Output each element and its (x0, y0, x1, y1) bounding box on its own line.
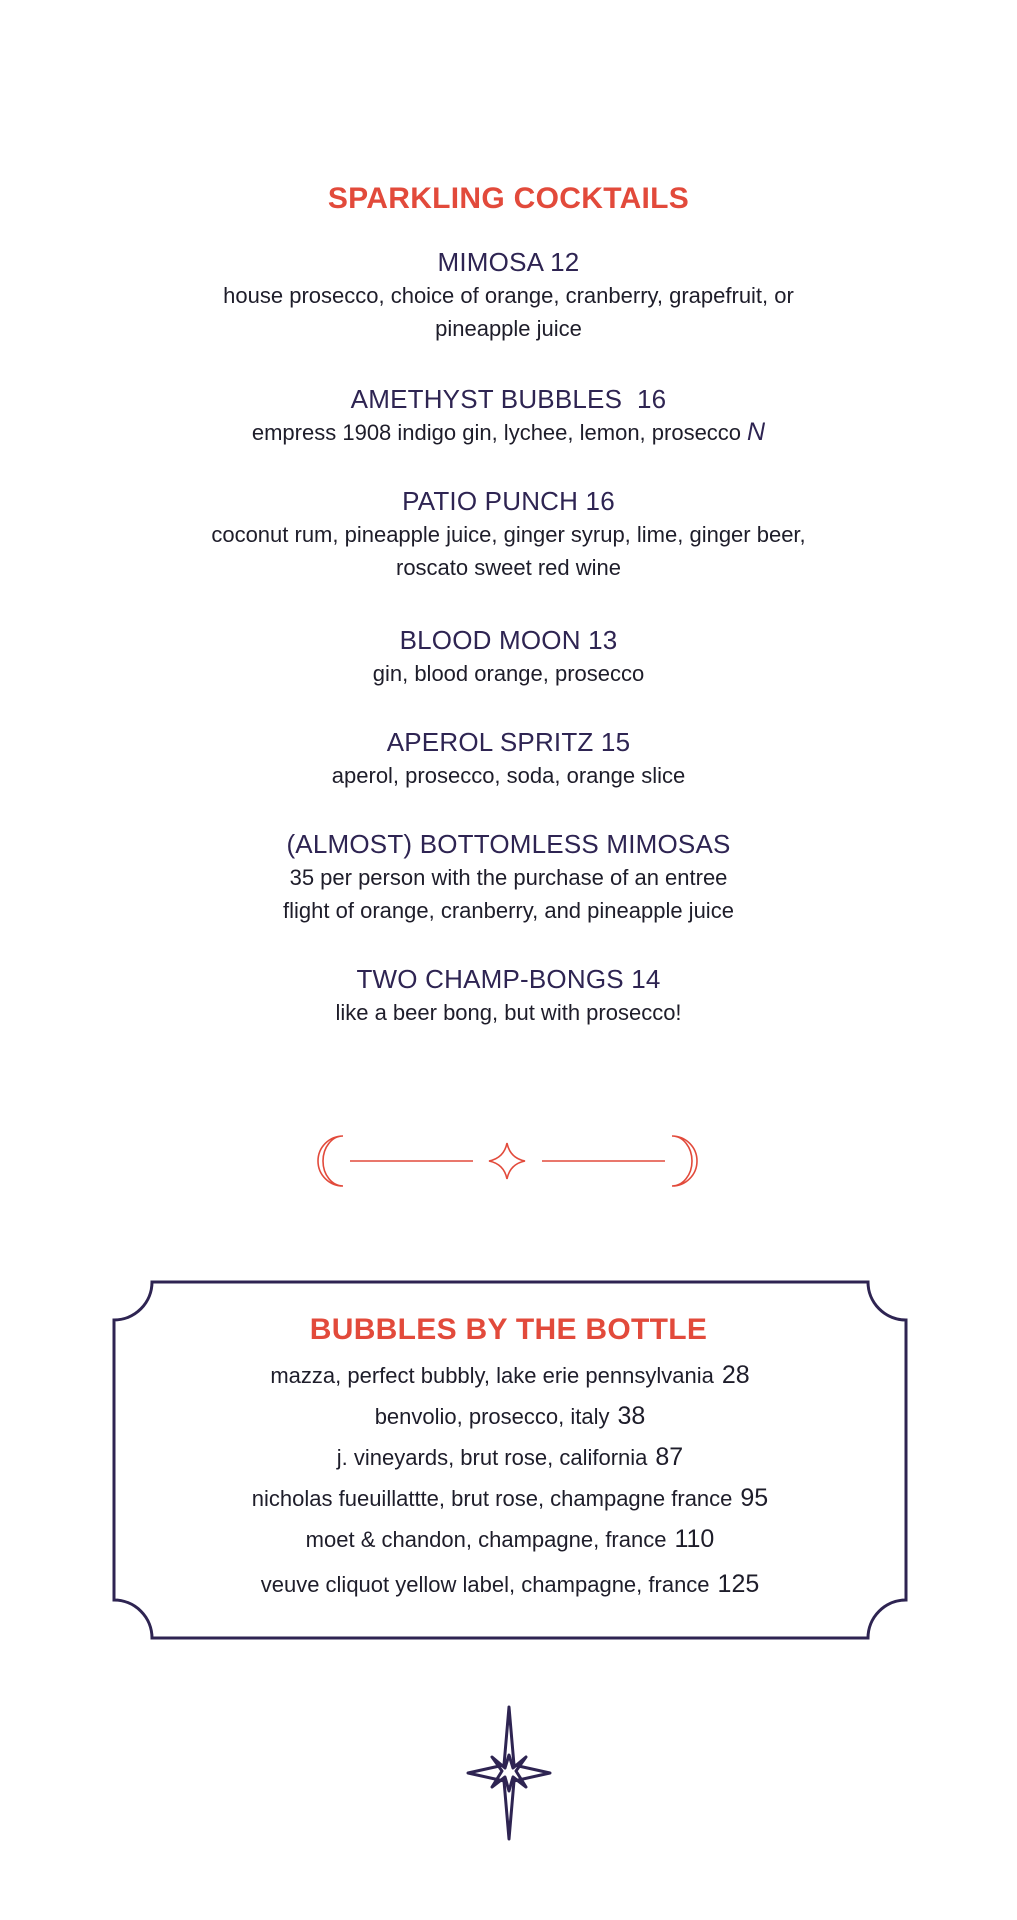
bottle-price: 87 (655, 1443, 684, 1471)
bottle-row (112, 1441, 908, 1474)
menu-item-desc: roscato sweet red wine (396, 555, 621, 580)
bottle-price: 28 (721, 1361, 750, 1389)
non-alcoholic-mark: N (747, 418, 766, 446)
menu-item-desc-text: empress 1908 indigo gin, lychee, lemon, prosecco (251, 420, 742, 445)
menu-item-desc: pineapple juice (435, 316, 582, 341)
bottle-price: 110 (674, 1525, 715, 1553)
menu-item-name: TWO CHAMP-BONGS 14 (356, 964, 661, 994)
bottle-label: veuve cliquot yellow label, champagne, france (260, 1572, 710, 1597)
bottle-price: 95 (740, 1484, 769, 1512)
menu-item-bottomless-mimosas (150, 827, 867, 927)
menu-item-desc: gin, blood orange, prosecco (372, 661, 645, 686)
bottle-label: moet & chandon, champagne, france (305, 1527, 667, 1552)
bottle-row (112, 1359, 908, 1392)
menu-item-desc (150, 416, 867, 449)
section-title-bubbles-by-the-bottle: BUBBLES BY THE BOTTLE (309, 1313, 708, 1346)
menu-item-blood-moon (150, 623, 867, 690)
bottle-label: j. vineyards, brut rose, california (336, 1445, 648, 1470)
menu-item-desc: aperol, prosecco, soda, orange slice (331, 763, 686, 788)
bottle-row (112, 1400, 908, 1433)
bottle-price: 38 (617, 1402, 646, 1430)
menu-item-name: (ALMOST) BOTTOMLESS MIMOSAS (286, 829, 731, 859)
menu-item-desc: coconut rum, pineapple juice, ginger syrup, lime, ginger beer, (211, 522, 806, 547)
menu-item-desc: 35 per person with the purchase of an entree (289, 865, 728, 890)
menu-item-name: PATIO PUNCH 16 (402, 486, 615, 516)
north-star-icon (466, 1705, 552, 1841)
menu-item-name: MIMOSA 12 (437, 247, 580, 277)
menu-item-desc: flight of orange, cranberry, and pineapple juice (283, 898, 734, 923)
menu-item-amethyst-bubbles (150, 382, 867, 449)
bottle-row (112, 1482, 908, 1515)
bottle-label: benvolio, prosecco, italy (374, 1404, 610, 1429)
bottle-label: mazza, perfect bubbly, lake erie pennsylvania (270, 1363, 714, 1388)
menu-item-champ-bongs (150, 962, 867, 1029)
bottle-row (112, 1523, 908, 1556)
menu-item-aperol-spritz (150, 725, 867, 792)
menu-item-mimosa (150, 245, 867, 345)
section-title-sparkling-cocktails: SPARKLING COCKTAILS (327, 182, 690, 215)
moon-star-divider-icon (305, 1130, 710, 1192)
menu-item-name: BLOOD MOON 13 (399, 625, 618, 655)
menu-item-desc: house prosecco, choice of orange, cranberry, grapefruit, or (223, 283, 794, 308)
bottle-label: nicholas fueuillattte, brut rose, champagne france (251, 1486, 733, 1511)
bottle-row (112, 1568, 908, 1601)
menu-item-name: APEROL SPRITZ 15 (386, 727, 631, 757)
menu-item-desc: like a beer bong, but with prosecco! (335, 1000, 682, 1025)
menu-item-patio-punch (150, 484, 867, 584)
menu-item-name: AMETHYST BUBBLES 16 (350, 384, 667, 414)
bottle-price: 125 (717, 1570, 760, 1598)
